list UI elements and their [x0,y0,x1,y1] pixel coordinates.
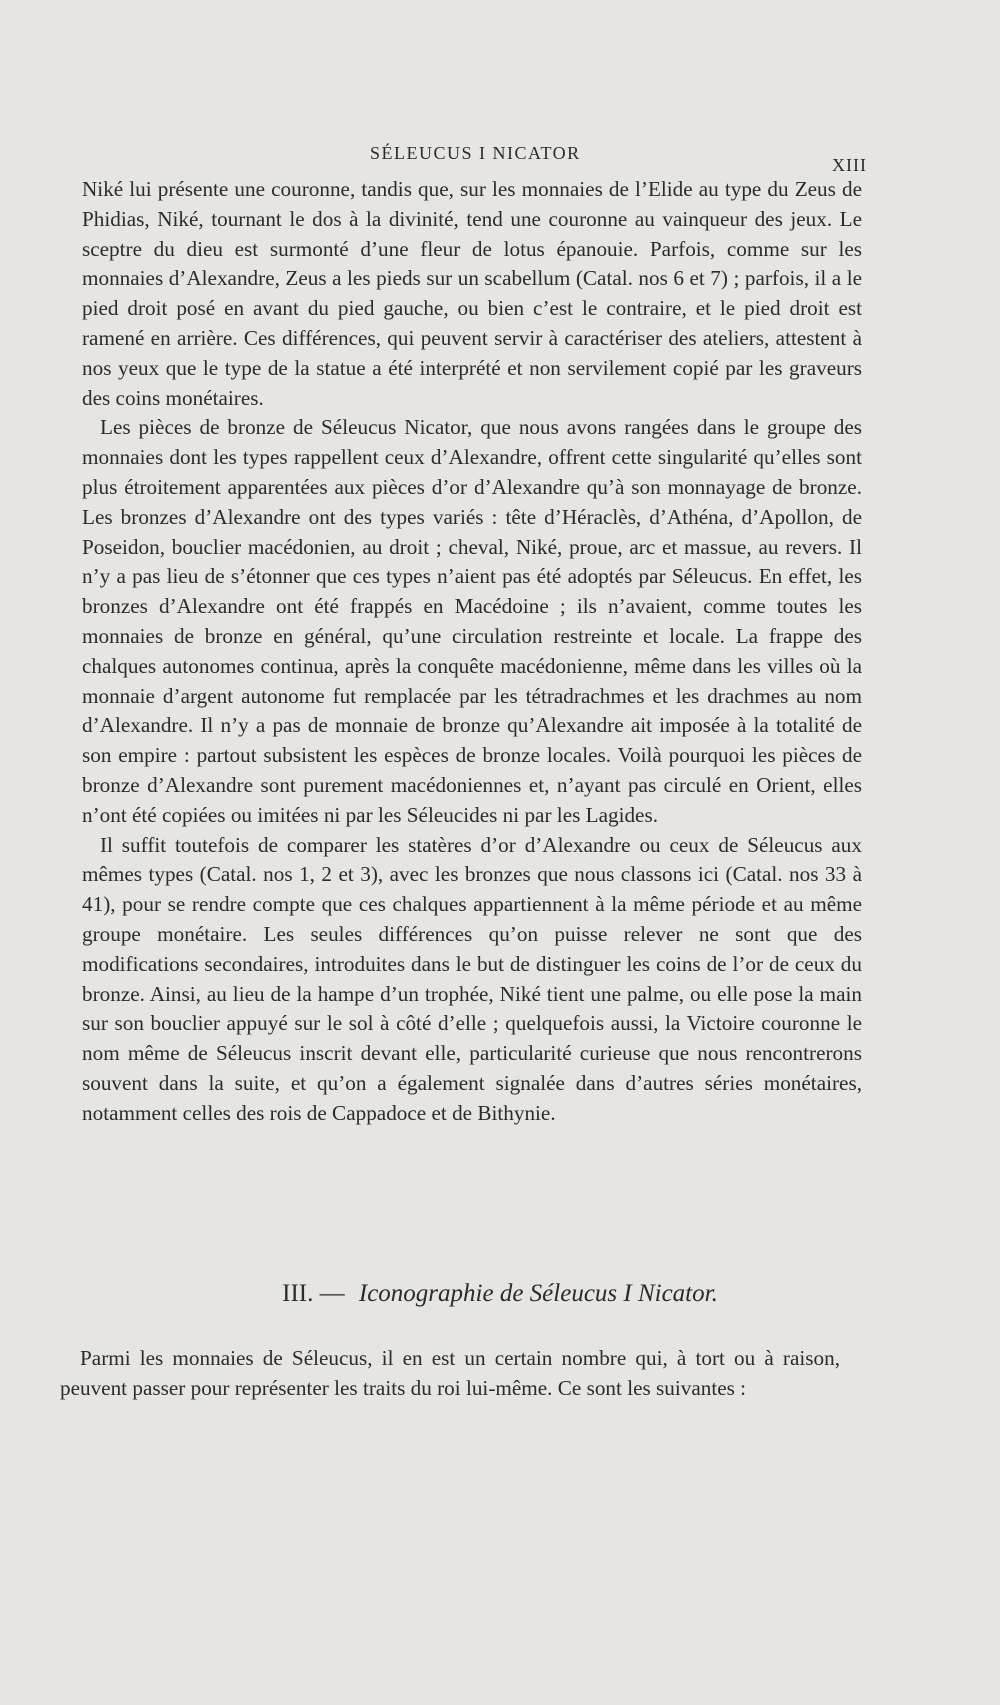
section-title: Iconographie de Séleucus I Nicator. [358,1280,718,1307]
paragraph-2: Les pièces de bronze de Séleucus Nicator, que nous avons rangées dans le groupe des monnaies dont les types rappellent ceux d’Alexandre, offrent cette singularité qu’elles sont plus étroitement apparentées aux pièces d’or d’Alexandre qu’à son monnayage de bronze. Les bronzes d’Alexandre ont des types variés : tête d’Héraclès, d’Athéna, d’Apollon, de Poseidon, bouclier macédonien, au droit ; cheval, Niké, proue, arc et massue, au revers. Il n’y a pas lieu de s’étonner que ces types n’aient pas été adoptés par Séleucus. En effet, les bronzes d’Alexandre ont été frappés en Macédoine ; ils n’avaient, comme toutes les monnaies de bronze en général, qu’une circulation restreinte et locale. La frappe des chalques autonomes continua, après la conquête macédonienne, même dans les villes où la monnaie d’argent autonome fut remplacée par les tétradrachmes et les drachmes au nom d’Alexandre. Il n’y a pas de monnaie de bronze qu’Alexandre ait imposée à la totalité de son empire : partout subsistent les espèces de bronze locales. Voilà pourquoi les pièces de bronze d’Alexandre sont purement macédoniennes et, n’ayant pas circulé en Orient, elles n’ont été copiées ou imitées ni par les Séleucides ni par les Lagides. [82,415,862,827]
section-paragraph: Parmi les monnaies de Séleucus, il en est un certain nombre qui, à tort ou à raison, peuvent passer pour représenter les traits du roi lui-même. Ce sont les suivantes : [60,1346,840,1400]
paragraph-3: Il suffit toutefois de comparer les statères d’or d’Alexandre ou ceux de Séleucus aux mêmes types (Catal. nos 1, 2 et 3), avec les bronzes que nous classons ici (Catal. nos 33 à 41), pour se rendre compte que ces chalques appartiennent à la même période et au même groupe monétaire. Les seules différences qu’on puisse relever ne sont que des modifications secondaires, introduites dans le but de distinguer les coins de l’or de ceux du bronze. Ainsi, au lieu de la hampe d’un trophée, Niké tient une palme, ou elle pose la main sur son bouclier appuyé sur le sol à côté d’elle ; quelquefois aussi, la Victoire couronne le nom même de Séleucus inscrit devant elle, particularité curieuse que nous rencontrerons souvent dans la suite, et qu’on a également signalée dans d’autres séries monétaires, notamment celles des rois de Cappadoce et de Bithynie. [82,832,862,1125]
running-head [0,143,1000,173]
paragraph-1: Niké lui présente une couronne, tandis que, sur les monnaies de l’Elide au type du Zeus de Phidias, Niké, tournant le dos à la divinité, tend une couronne au vainqueur des jeux. Le sceptre du dieu est surmonté d’une fleur de lotus épanouie. Parfois, comme sur les monnaies d’Alexandre, Zeus a les pieds sur un scabellum (Catal. nos 6 et 7) ; parfois, il a le pied droit posé en avant du pied gauche, ou bien c’est le contraire, et le pied droit est ramené en arrière. Ces différences, qui peuvent servir à caractériser des ateliers, attestent à nos yeux que le type de la statue a été interprété et non servilement copié par les graveurs des coins monétaires. [82,177,862,410]
section-number: III. — [282,1280,345,1307]
body-text [82,175,862,1129]
section-text [60,1344,840,1404]
page-number: XIII [832,155,867,175]
running-title: SÉLEUCUS I NICATOR [370,143,581,163]
section-heading [0,1280,1000,1308]
